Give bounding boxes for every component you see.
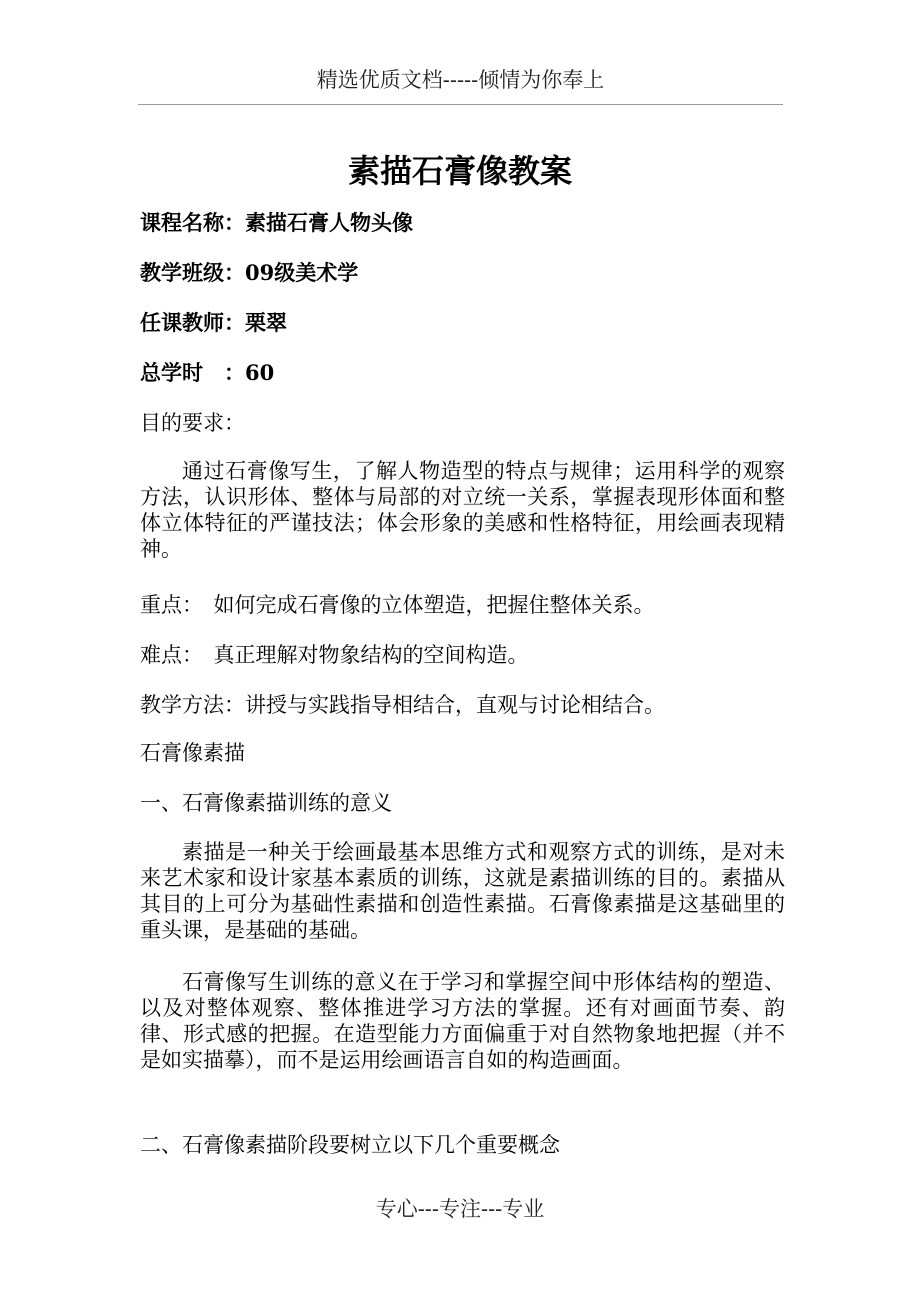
page-footer: 专心---专注---专业 (375, 1197, 545, 1221)
goal-paragraph: 通过石膏像写生，了解人物造型的特点与规律；运用科学的观察方法，认识形体、整体与局部的对立统一关系，掌握表现形体面和整体立体特征的严谨技法；体会形象的美感和性格特征，用绘画表现精神。 (140, 459, 785, 561)
page-header: 精选优质文档-----倾情为你奉上 (138, 66, 783, 105)
teaching-class: 教学班级：09级美术学 (140, 260, 359, 285)
course-name: 课程名称：素描石膏人物头像 (140, 210, 413, 235)
difficulty-point: 难点： 真正理解对物象结构的空间构造。 (140, 643, 529, 667)
key-point: 重点： 如何完成石膏像的立体塑造，把握住整体关系。 (140, 593, 655, 617)
total-hours: 总学时 ：60 (140, 360, 275, 385)
document-title: 素描石膏像教案 (347, 152, 572, 190)
section-heading-2: 二、石膏像素描阶段要树立以下几个重要概念 (140, 1133, 560, 1157)
goal-heading: 目的要求： (140, 411, 245, 435)
paragraph-significance: 素描是一种关于绘画最基本思维方式和观察方式的训练，是对未来艺术家和设计家基本素质的训练，这就是素描训练的目的。素描从其目的上可分为基础性素描和创造性素描。石膏像素描是这基础里的重头课，是基础的基础。 (140, 840, 785, 942)
teaching-method: 教学方法：讲授与实践指导相结合，直观与讨论相结合。 (140, 693, 665, 717)
section-heading-1: 一、石膏像素描训练的意义 (140, 791, 392, 815)
paragraph-training: 石膏像写生训练的意义在于学习和掌握空间中形体结构的塑造、以及对整体观察、整体推进学习方法的掌握。还有对画面节奏、韵律、形式感的把握。在造型能力方面偏重于对自然物象地把握（并不是如实描摹），而不是运用绘画语言自如的构造画面。 (140, 970, 785, 1072)
teacher-name: 任课教师：栗翠 (140, 310, 287, 335)
subject-heading: 石膏像素描 (140, 741, 245, 765)
